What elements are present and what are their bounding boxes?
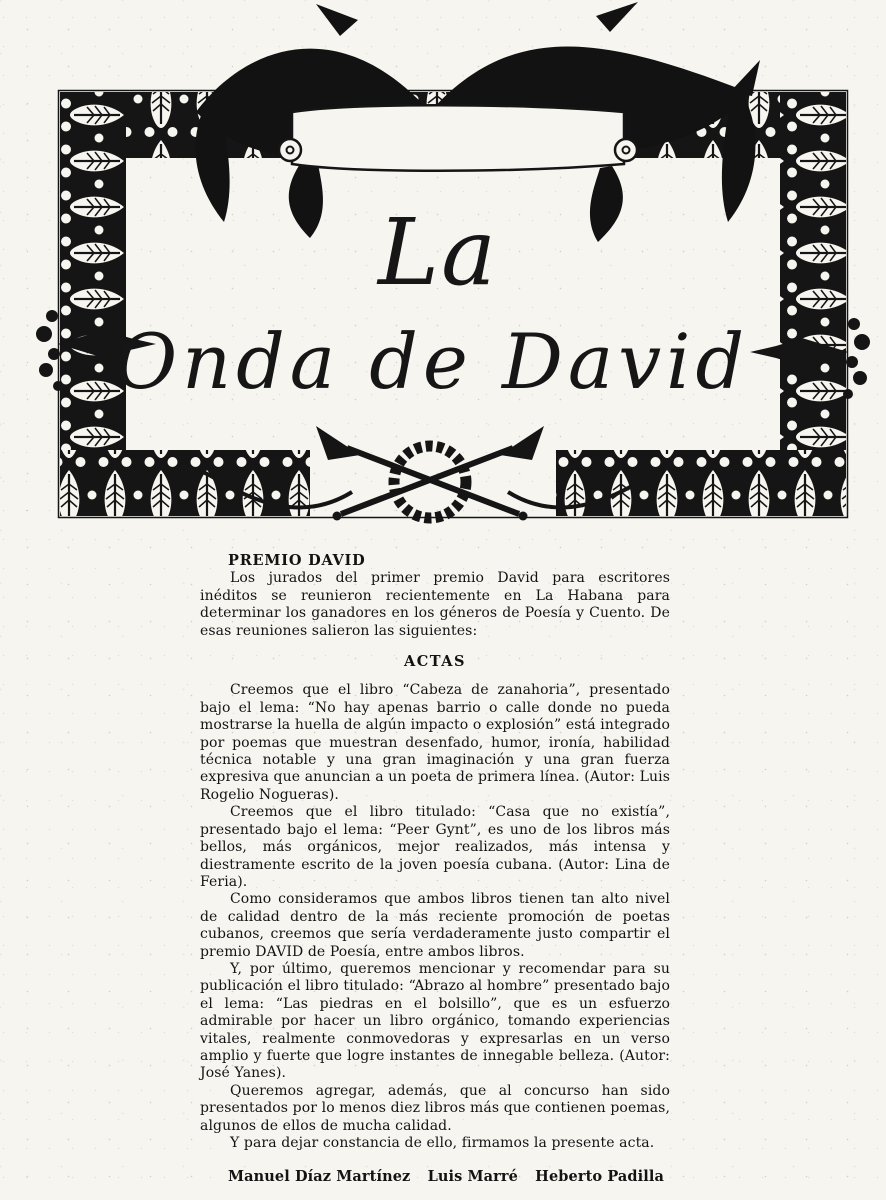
ornate-frame-art	[0, 0, 886, 548]
article-body	[200, 552, 670, 1186]
signature-name: Luis Marré	[427, 1168, 518, 1186]
signature-name: Heberto Padilla	[535, 1168, 664, 1186]
signatures-row	[228, 1168, 664, 1185]
article-heading: PREMIO DAVID	[228, 552, 366, 569]
masthead	[0, 0, 886, 548]
article-subheading: ACTAS	[403, 653, 466, 671]
article-paragraph: Y para dejar constancia de ello, firmamos la presente acta.	[230, 1135, 655, 1151]
article-paragraph: Queremos agregar, además, que al concurso han sido presentados por lo menos diez libros más que contienen poemas, algunos de ellos de mucha calidad.	[200, 1082, 670, 1134]
signature-name: Manuel Díaz Martínez	[228, 1168, 411, 1186]
article-intro: Los jurados del primer premio David para escritores inéditos se reunieron recientemente en La Habana para determinar los ganadores en los géneros de Poesía y Cuento. De esas reuniones salieron las siguientes:	[200, 570, 670, 639]
article-paragraph: Como consideramos que ambos libros tienen tan alto nivel de calidad dentro de la más reciente promoción de poetas cubanos, creemos que sería verdaderamente justo compartir el premio DAVID de Poesía, entre ambos libros.	[200, 891, 670, 960]
masthead-title-line2: Onda de David	[114, 317, 750, 406]
masthead-title-line1: La	[378, 199, 498, 306]
article-paragraph: Y, por último, queremos mencionar y recomendar para su publicación el libro titulado: “Abrazo al hombre” presentado bajo el lema: “Las piedras en el bolsillo”, que es un esfuerzo admirable por hacer un libro orgánico, tomando experiencias vitales, realmente conmovedoras y expresarlas en un verso amplio y fuerte que logre instantes de innegable belleza. (Autor: José Yanes).	[200, 960, 670, 1082]
article-paragraph: Creemos que el libro “Cabeza de zanahoria”, presentado bajo el lema: “No hay apenas barrio o calle donde no pueda mostrarse la huella de algún impacto o explosión” está integrado por poemas que muestran desenfado, humor, ironía, habilidad técnica notable y una gran imaginación y una gran fuerza expresiva que anuncian a un poeta de primera línea. (Autor: Luis Rogelio Nogueras).	[200, 682, 670, 803]
article-paragraph: Creemos que el libro titulado: “Casa que no existía”, presentado bajo el lema: “Peer Gynt”, es uno de los libros más bellos, más orgánicos, mejor realizados, más intensa y diestramente escrito de la joven poesía cubana. (Autor: Lina de Feria).	[200, 804, 670, 890]
